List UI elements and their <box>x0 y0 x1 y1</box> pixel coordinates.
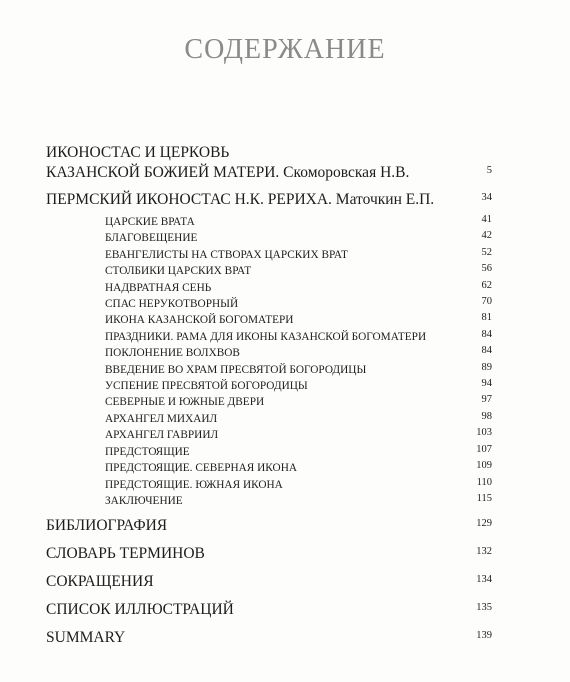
toc-chapter-entry <box>46 542 492 565</box>
toc-section-entry <box>46 378 492 394</box>
toc-section-entry <box>46 329 492 345</box>
toc-section-entry <box>46 493 492 509</box>
toc-entry-title-line: ИКОНА КАЗАНСКОЙ БОГОМАТЕРИ <box>105 314 294 327</box>
toc-entry-title <box>105 214 195 230</box>
toc-page-number: 134 <box>476 574 492 586</box>
toc-entry-title-line: НАДВРАТНАЯ СЕНЬ <box>105 281 212 294</box>
toc-section-entry <box>46 394 492 410</box>
toc-entry-title <box>105 362 366 378</box>
toc-page-number: 139 <box>476 630 492 642</box>
toc-page-number: 129 <box>476 518 492 530</box>
toc-entry-title <box>105 444 190 460</box>
toc-entry-title <box>105 460 297 476</box>
toc-entry-title-line: ПОКЛОНЕНИЕ ВОЛХВОВ <box>105 347 240 360</box>
toc-chapter-entry <box>46 598 492 621</box>
toc-chapter-entry <box>46 188 492 211</box>
toc-section-entry <box>46 362 492 378</box>
toc-entry-title-line: АРХАНГЕЛ МИХАИЛ <box>105 412 218 425</box>
toc-entry-title-line: КАЗАНСКОЙ БОЖИЕЙ МАТЕРИ. Скоморовская Н.В. <box>46 164 410 181</box>
toc-entry-title <box>105 477 283 493</box>
toc-entry-title <box>46 514 167 537</box>
table-of-contents <box>46 143 492 649</box>
toc-entry-title-line: ИКОНОСТАС И ЦЕРКОВЬ <box>46 144 230 161</box>
toc-entry-title <box>105 394 264 410</box>
toc-section-entry <box>46 263 492 279</box>
toc-entry-title <box>105 345 240 361</box>
toc-chapter-entry <box>46 626 492 649</box>
toc-page-number: 41 <box>481 214 492 225</box>
toc-section-entry <box>46 427 492 443</box>
toc-entry-title-line: ЦАРСКИЕ ВРАТА <box>105 216 195 228</box>
toc-entry-title-line: ЕВАНГЕЛИСТЫ НА СТВОРАХ ЦАРСКИХ ВРАТ <box>105 248 348 261</box>
toc-page-number: 70 <box>481 296 492 308</box>
toc-entry-title-line: ПРЕДСТОЯЩИЕ. СЕВЕРНАЯ ИКОНА <box>105 462 298 475</box>
toc-page-number: 89 <box>481 361 492 373</box>
toc-entry-title-line: ВВЕДЕНИЕ ВО ХРАМ ПРЕСВЯТОЙ БОГОРОДИЦЫ <box>105 363 367 376</box>
toc-page-number: 52 <box>481 246 492 258</box>
toc-page-number: 42 <box>481 230 492 242</box>
toc-section-entry <box>46 477 492 493</box>
toc-entry-title-line: SUMMARY <box>46 629 126 647</box>
toc-page-number: 84 <box>481 328 492 340</box>
toc-page-number: 81 <box>481 312 492 324</box>
toc-entry-title-line: ПРЕДСТОЯЩИЕ. ЮЖНАЯ ИКОНА <box>105 478 283 491</box>
toc-entry-title-line: ПЕРМСКИЙ ИКОНОСТАС Н.К. РЕРИХА. Маточкин Е.П. <box>46 191 435 208</box>
toc-chapter-entry <box>46 570 492 593</box>
toc-section-entry <box>46 345 492 361</box>
toc-page-number: 132 <box>476 546 492 558</box>
toc-page-number: 97 <box>481 394 492 406</box>
toc-entry-title <box>105 230 197 246</box>
toc-section-entry <box>46 230 492 246</box>
toc-entry-title <box>46 570 154 593</box>
page-title: СОДЕРЖАНИЕ <box>184 34 386 65</box>
toc-page-number: 62 <box>481 279 492 291</box>
toc-entry-title <box>105 247 348 263</box>
toc-section-entry <box>46 312 492 328</box>
toc-page-number: 103 <box>476 427 492 439</box>
toc-chapter-entry <box>46 514 492 537</box>
toc-entry-title-line: ПРЕДСТОЯЩИЕ <box>105 445 190 458</box>
toc-entry-title-line: СПАС НЕРУКОТВОРНЫЙ <box>105 298 239 311</box>
toc-page-number: 56 <box>481 263 492 275</box>
toc-entry-title-line: СОКРАЩЕНИЯ <box>46 573 154 591</box>
toc-page-number: 5 <box>486 165 492 176</box>
toc-entry-title <box>105 312 293 328</box>
toc-entry-title <box>105 263 251 279</box>
toc-section-entry <box>46 214 492 230</box>
toc-entry-title-line: СЕВЕРНЫЕ И ЮЖНЫЕ ДВЕРИ <box>105 396 265 409</box>
toc-entry-title-line: СПИСОК ИЛЛЮСТРАЦИЙ <box>46 601 234 619</box>
toc-entry-title-line: ЗАКЛЮЧЕНИЕ <box>105 494 183 507</box>
toc-entry-title <box>105 378 308 394</box>
toc-entry-title <box>105 427 218 443</box>
toc-section-entry <box>46 296 492 312</box>
toc-entry-title <box>46 188 434 211</box>
toc-entry-title-line: СЛОВАРЬ ТЕРМИНОВ <box>46 545 205 563</box>
toc-page-number: 115 <box>476 492 492 504</box>
toc-page-number: 107 <box>476 443 492 455</box>
toc-section-entry <box>46 247 492 263</box>
toc-entry-title <box>46 598 234 621</box>
toc-entry-title-line: СТОЛБИКИ ЦАРСКИХ ВРАТ <box>105 265 252 278</box>
toc-entry-title <box>46 542 205 565</box>
toc-section-entry <box>46 280 492 296</box>
toc-entry-title <box>105 493 183 509</box>
toc-page-number: 109 <box>476 460 492 472</box>
toc-page-number: 110 <box>476 476 492 488</box>
toc-entry-title-line: ПРАЗДНИКИ. РАМА ДЛЯ ИКОНЫ КАЗАНСКОЙ БОГОМАТЕРИ <box>105 330 427 343</box>
toc-page-number: 84 <box>481 345 492 357</box>
toc-entry-title <box>46 626 125 649</box>
toc-page-number: 94 <box>481 378 492 390</box>
toc-section-entry <box>46 411 492 427</box>
toc-page-number: 98 <box>481 410 492 422</box>
toc-entry-title-line: БЛАГОВЕЩЕНИЕ <box>105 232 198 245</box>
toc-entry-title <box>105 329 426 345</box>
toc-entry-title-line: БИБЛИОГРАФИЯ <box>46 517 168 535</box>
toc-entry-title <box>105 296 238 312</box>
toc-page-number: 135 <box>476 602 492 614</box>
toc-entry-title <box>46 143 409 183</box>
toc-section-entry <box>46 444 492 460</box>
toc-section-entry <box>46 460 492 476</box>
toc-entry-title-line: УСПЕНИЕ ПРЕСВЯТОЙ БОГОРОДИЦЫ <box>105 380 308 393</box>
toc-entry-title <box>105 280 211 296</box>
toc-chapter-entry <box>46 143 492 183</box>
toc-page-number: 34 <box>481 192 492 203</box>
toc-entry-title-line: АРХАНГЕЛ ГАВРИИЛ <box>105 429 219 442</box>
toc-entry-title <box>105 411 217 427</box>
